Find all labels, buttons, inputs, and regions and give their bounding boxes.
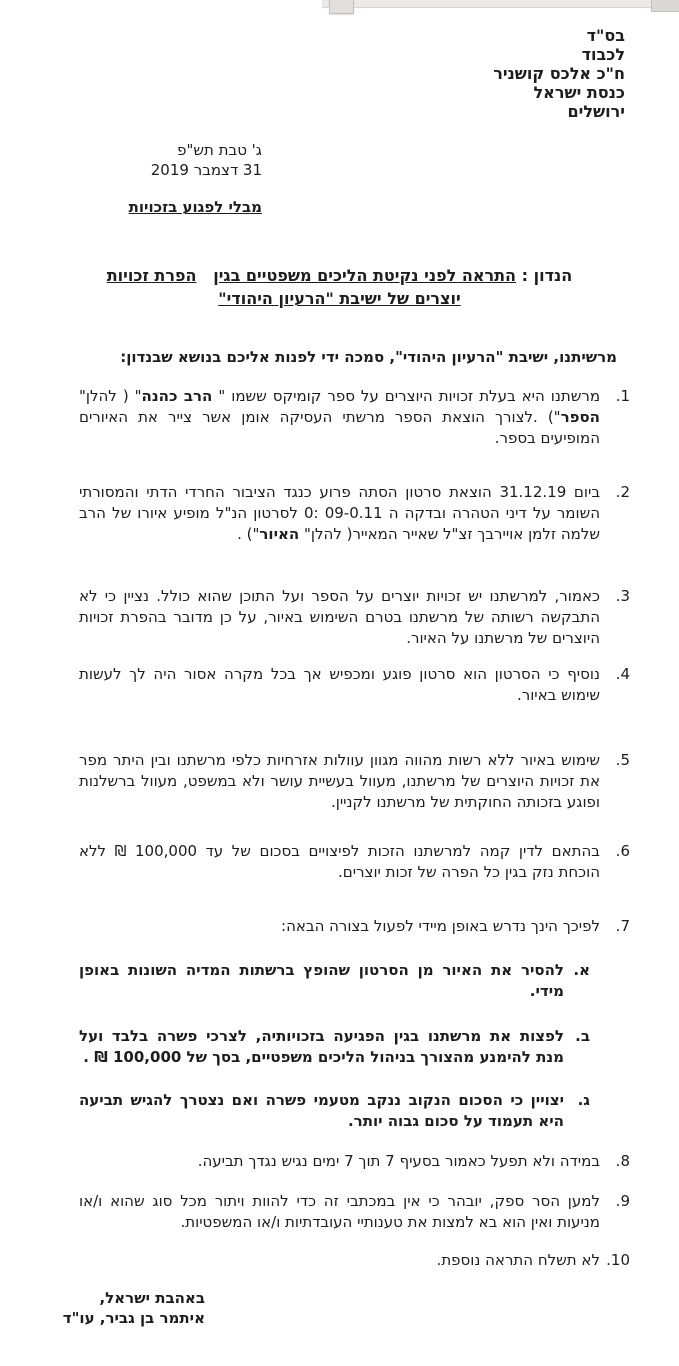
list-item-5 xyxy=(79,750,630,813)
list-item-2 xyxy=(79,482,630,545)
without-prejudice-notice: מבלי לפגוע בזכויות xyxy=(128,198,262,216)
item-text: מרשתנו היא בעלת זכויות היוצרים על ספר קומיקס ששמו " הרב כהנה" ( להלן" הספר") .לצורך הוצאת הספר מרשתי העסיקה אומן אשר צייר את האיורים המופיעים בספר. xyxy=(79,387,601,447)
item-number: 5. xyxy=(615,751,630,769)
list-item-9 xyxy=(79,1191,630,1233)
date-block xyxy=(151,140,262,180)
recipient-block xyxy=(493,26,625,121)
item-text: לפיכך הינך נדרש באופן מיידי לפעול בצורה הבאה: xyxy=(281,917,600,935)
item-text: נוסיף כי הסרטון הוא סרטון פוגע ומכפיש אך בכל מקרה אסור היה לך לעשות שימוש באיור. xyxy=(79,665,600,704)
salutation-line: לכבוד xyxy=(581,45,625,64)
list-item-7 xyxy=(79,916,630,937)
item-text: בהתאם לדין קמה למרשתנו הזכות לפיצויים בסכום של עד 100,000 ₪ ללא הוכחת נזק בגין כל הפרה של זכות יוצרים. xyxy=(79,842,600,881)
item-text: כאמור, למרשתנו יש זכויות יוצרים על הספר ועל התוכן שהוא כולל. נציין כי לא התבקשה רשותה של מרשתנו בטרם השימוש באיור, על כן מדובר בהפרת זכויות היוצרים של מרשתנו על האיור. xyxy=(79,587,600,647)
signature-block xyxy=(63,1288,205,1328)
list-item-1 xyxy=(79,386,630,449)
item-number: 9. xyxy=(615,1192,630,1210)
recipient-city: ירושלים xyxy=(567,102,625,121)
item-letter: ב. xyxy=(575,1027,590,1045)
recipient-org: כנסת ישראל xyxy=(533,83,625,102)
item-number: 3. xyxy=(615,587,630,605)
list-item-4 xyxy=(79,664,630,706)
sub-item-a xyxy=(79,960,630,1002)
item-text: לא תשלח התראה נוספת. xyxy=(436,1251,600,1269)
item-text: שימוש באיור ללא רשות מהווה מגוון עוולות אזרחיות כלפי מרשתנו ובין היתר מפר את זכויות היוצרים של מרשתנו, מעוול בעשיית עושר ולא במשפט, מעוול ברשלנות ופוגע בזכותה החוקתית של מרשתנו לקניין. xyxy=(79,751,600,811)
subject-line xyxy=(67,264,612,310)
item-number: 10. xyxy=(606,1251,630,1269)
item-number: 1. xyxy=(615,387,630,405)
item-text: למען הסר ספק, יובהר כי אין במכתבי זה כדי להוות ויתור מכל סוג שהוא ו/או מניעות ואין הוא בא למצות את טענותיי העובדתיות ו/או המשפטיות. xyxy=(79,1192,600,1231)
signature-name: איתמר בן גביר, עו"ד xyxy=(62,1309,205,1327)
signature-closing: באהבת ישראל, xyxy=(99,1289,205,1307)
item-number: 2. xyxy=(615,483,630,501)
item-text: להסיר את האיור מן הסרטון שהופץ ברשתות המדיה השונות באופן מידי. xyxy=(79,961,564,1000)
sub-item-b xyxy=(79,1026,630,1068)
sub-item-c xyxy=(79,1090,630,1132)
hebrew-date: ג' טבת תש"פ xyxy=(177,141,262,159)
intro-line: מרשיתנו, ישיבת "הרעיון היהודי", סמכה ידי לפנות אליכם בנושא שבנדון: xyxy=(120,348,617,366)
list-item-6 xyxy=(79,841,630,883)
list-item-8 xyxy=(79,1151,630,1172)
item-number: 4. xyxy=(615,665,630,683)
item-letter: ג. xyxy=(577,1091,590,1109)
list-item-3 xyxy=(79,586,630,649)
item-text: לפצות את מרשתנו בגין הפגיעה בזכויותיה, לצרכי פשרה בלבד ועל מנת להימנע מהצורך בניהול הליכים משפטיים, בסך של 100,000 ₪ . xyxy=(79,1027,564,1066)
item-text: במידה ולא תפעל כאמור בסעיף 7 תוך 7 ימים נגיש נגדך תביעה. xyxy=(197,1152,600,1170)
subject-label: הנדון : xyxy=(521,266,573,285)
recipient-name: ח"כ אלכס קושניר xyxy=(493,64,625,83)
item-text: יצויין כי הסכום הנקוב ננקב מטעמי פשרה ואם נצטרך להגיש תביעה היא תעמוד על סכום גבוה יותר. xyxy=(79,1091,564,1130)
subject-underlined-2: הפרת זכויות xyxy=(106,266,197,285)
item-number: 7. xyxy=(615,917,630,935)
subject-underlined-1: התראה לפני נקיטת הליכים משפטיים בגין xyxy=(213,266,517,285)
bsd-line: בס"ד xyxy=(586,26,625,45)
subject-underlined-3: יוצרים של ישיבת "הרעיון היהודי" xyxy=(218,289,461,308)
video-timestamp: 0: 09-0.11 xyxy=(304,504,383,522)
item-text: ביום 31.12.19 הוצאת סרטון הסתה פרוע כנגד הציבור החרדי הדתי והמסורתי השומר על דיני הטהרה ובדקה ה 0: 09-0.11 לסרטון הנ"ל מופיע איורו של הרב שלמה זלמן אויירבך זצ"ל שאייר המאייר( להלן" האיור") . xyxy=(79,483,601,543)
scrollbar-button[interactable] xyxy=(651,0,679,12)
toolbar-fragment xyxy=(322,0,679,8)
civil-date: 31 דצמבר 2019 xyxy=(150,161,262,179)
item-letter: א. xyxy=(573,961,590,979)
item-number: 6. xyxy=(615,842,630,860)
list-item-10 xyxy=(79,1250,630,1271)
toolbar-button[interactable] xyxy=(329,0,354,14)
item-number: 8. xyxy=(615,1152,630,1170)
